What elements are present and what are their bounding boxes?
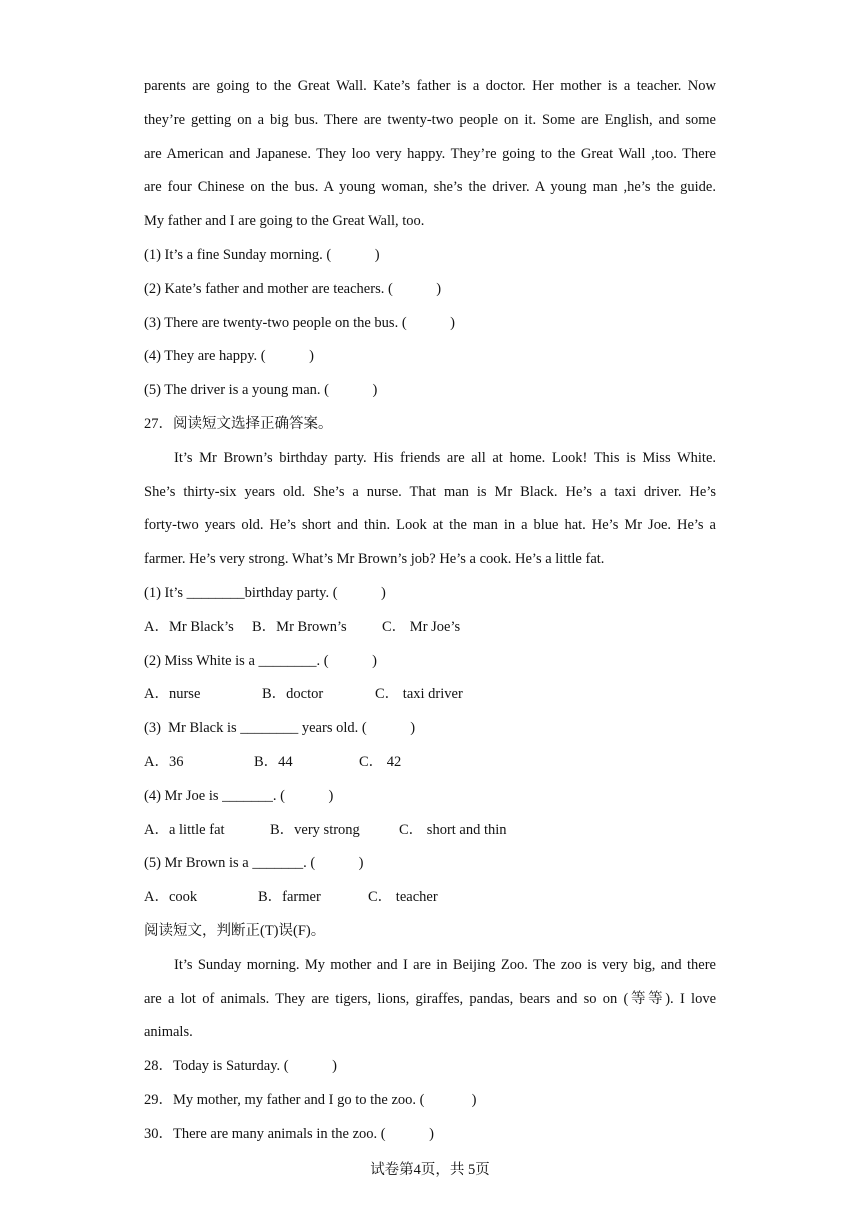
- option-b: B．very strong: [270, 821, 360, 838]
- option-c: C． short and thin: [399, 821, 507, 838]
- passage-line: are a lot of animals. They are tigers, lions, giraffes, pandas, bears and so on (等等). I love: [144, 990, 716, 1007]
- passage-2: [144, 442, 716, 577]
- option-b: B．doctor: [262, 686, 324, 703]
- passage-3: [144, 949, 716, 1050]
- page-content: [144, 70, 716, 1152]
- question-27-5-options: [144, 881, 716, 915]
- question-27-2-stem: (2) Miss White is a ________. ( ): [144, 652, 377, 669]
- passage-line: are American and Japanese. They loo very happy. They’re going to the Great Wall ,too. There: [144, 145, 716, 162]
- option-b: B．farmer: [258, 889, 321, 906]
- option-b: B．Mr Brown’s: [252, 618, 347, 635]
- passage-line: farmer. He’s very strong. What’s Mr Brown’s job? He’s a cook. He’s a little fat.: [144, 551, 605, 568]
- page-footer: 试卷第4页，共 5页: [370, 1162, 490, 1178]
- passage-line: It’s Mr Brown’s birthday party. His friends are all at home. Look! This is Miss White.: [174, 449, 716, 466]
- passage-line: forty-two years old. He’s short and thin. Look at the man in a blue hat. He’s Mr Joe. He’s a: [144, 517, 716, 534]
- passage-line: She’s thirty-six years old. She’s a nurse. That man is Mr Black. He’s a taxi driver. He’s: [144, 483, 716, 500]
- passage-line: parents are going to the Great Wall. Kate’s father is a doctor. Her mother is a teacher. Now: [144, 78, 716, 94]
- option-c: C． Mr Joe’s: [382, 618, 461, 635]
- option-c: C． teacher: [368, 889, 438, 906]
- question-26-2: (2) Kate’s father and mother are teachers. ( ): [144, 280, 442, 297]
- true-false-title: 阅读短文，判断正(T)误(F)。: [144, 922, 326, 939]
- passage-1-tail: [144, 70, 716, 239]
- question-29: 29．My mother, my father and I go to the zoo. ( ): [144, 1091, 477, 1108]
- passage-line: are four Chinese on the bus. A young woman, she’s the driver. A young man ,he’s the guide.: [144, 179, 716, 196]
- question-26-1: (1) It’s a fine Sunday morning. ( ): [144, 246, 380, 263]
- question-27-3-options: [144, 746, 716, 780]
- question-28: 28．Today is Saturday. ( ): [144, 1058, 337, 1075]
- option-a: A．36: [144, 753, 184, 770]
- question-30: 30．There are many animals in the zoo. ( ): [144, 1125, 434, 1142]
- question-27-1-stem: (1) It’s ________birthday party. ( ): [144, 584, 386, 601]
- option-a: A．Mr Black’s: [144, 618, 234, 635]
- option-a: A．cook: [144, 889, 198, 906]
- option-b: B．44: [254, 753, 293, 770]
- question-27-3-stem: (3) Mr Black is ________ years old. ( ): [144, 720, 416, 737]
- question-26-5: (5) The driver is a young man. ( ): [144, 382, 378, 399]
- option-c: C． taxi driver: [375, 686, 463, 703]
- question-27-4-stem: (4) Mr Joe is _______. ( ): [144, 787, 334, 804]
- passage-line: animals.: [144, 1024, 193, 1041]
- question-26-3: (3) There are twenty-two people on the bus. ( ): [144, 314, 455, 331]
- option-a: A．a little fat: [144, 821, 225, 838]
- question-27-title: 27．阅读短文选择正确答案。: [144, 415, 333, 432]
- passage-line: My father and I are going to the Great Wall, too.: [144, 213, 425, 230]
- passage-line: they’re getting on a big bus. There are twenty-two people on it. Some are English, and some: [144, 111, 716, 128]
- question-27-2-options: [144, 678, 716, 712]
- passage-line: It’s Sunday morning. My mother and I are in Beijing Zoo. The zoo is very big, and there: [174, 956, 716, 973]
- option-a: A．nurse: [144, 686, 201, 703]
- question-27-4-options: [144, 814, 716, 848]
- question-27-5-stem: (5) Mr Brown is a _______. ( ): [144, 855, 364, 872]
- option-c: C． 42: [359, 753, 402, 770]
- question-26-4: (4) They are happy. ( ): [144, 348, 314, 365]
- question-27-1-options: [144, 611, 716, 645]
